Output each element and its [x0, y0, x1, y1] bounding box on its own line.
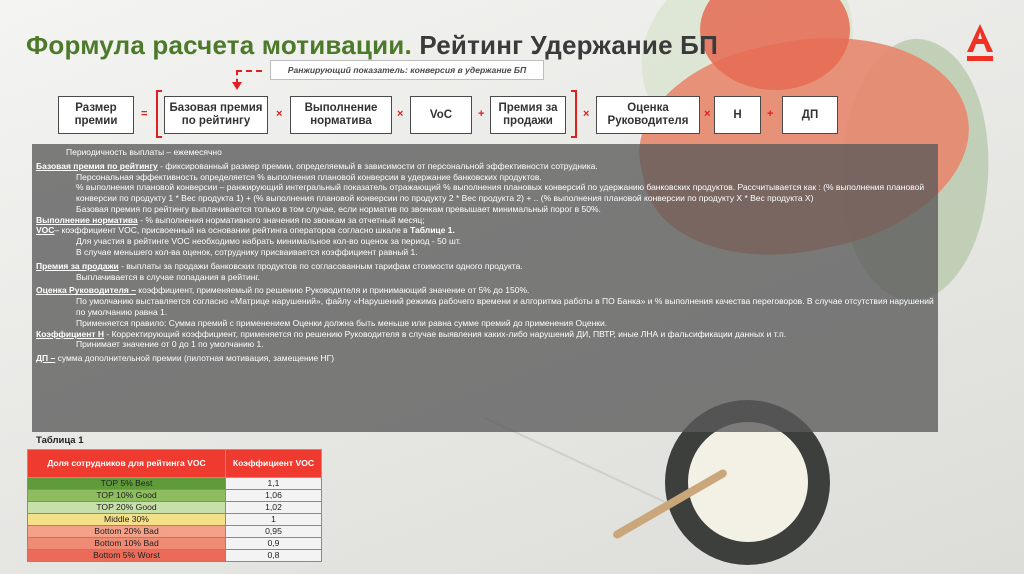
voc-table [27, 449, 322, 562]
bracket-left [156, 90, 162, 138]
formula-box-sales-bonus: Премия за продажи [490, 96, 566, 134]
formula-operator: × [583, 108, 590, 120]
table-row [28, 478, 322, 490]
table-row [28, 490, 322, 502]
table-row [28, 502, 322, 514]
formula-box-manager-score: Оценка Руководителя [596, 96, 700, 134]
voc-coefficient: 1,1 [226, 478, 322, 490]
indented-text: % выполнения плановой конверсии – ранжирующий интегральный показатель отражающий % выполнения плановых конверсий по удержанию банковских продуктов. Рассчитывается как : (% выполнения плановой конверсии по продукту 1 * Вес продукта 1) + (% выполнения плановой конверсии по продукту 2 * Вес продукта 2) + .. (% выполнения плановой конверсии по продукту Х * Вес продукта Х) [76, 182, 925, 204]
term-manager-score: Оценка Руководителя – [36, 285, 136, 296]
base-bonus-paragraph [36, 161, 934, 172]
indented-text: По умолчанию выставляется согласно «Матрице нарушений», файлу «Нарушений режима рабочего времени и алгоритма работы в ПО Банка» и % выполнения качества переговоров. В случае отсутствия нарушений по умолчанию равна 1. [76, 296, 934, 317]
rating-group: TOP 20% Good [28, 502, 226, 514]
page-title [26, 30, 718, 61]
voc-coefficient: 1,06 [226, 490, 322, 502]
term-norm: Выполнение норматива [36, 214, 138, 225]
formula-operator: × [397, 108, 404, 120]
table-header-share: Доля сотрудников для рейтинга VOC [28, 450, 226, 478]
ranking-label: Ранжирующий показатель: конверсия в удержание БП [270, 60, 544, 80]
description-panel [32, 144, 938, 432]
table-row [28, 538, 322, 550]
voc-paragraph [36, 225, 934, 236]
table-row [28, 550, 322, 562]
definition-text: - Корректирующий коэффициент, применяется по решению Руководителя в случае выявления каких-либо нарушений ДИ, ПВТР, иные ЛНА и фальсификации данных и т.п. [104, 328, 787, 339]
rating-group: Middle 30% [28, 514, 226, 526]
indented-text: В случае меньшего кол-ва оценок, сотруднику присваивается коэффициент равный 1. [76, 247, 418, 258]
norm-paragraph [36, 215, 934, 226]
rating-group: Bottom 10% Bad [28, 538, 226, 550]
definition-text: - фиксированный размер премии, определяемый в зависимости от персональной эффективности сотрудника. [157, 160, 598, 171]
indented-text: Персональная эффективность определяется % выполнения плановой конверсии в удержание банковских продуктов. [76, 171, 542, 182]
rating-group: TOP 10% Good [28, 490, 226, 502]
indented-text: Принимает значение от 0 до 1 по умолчанию 1. [76, 339, 264, 350]
term-coef-h: Коэффициент Н [36, 328, 105, 339]
voc-coefficient: 0,8 [226, 550, 322, 562]
sales-bonus-paragraph [36, 261, 934, 272]
term-sales-bonus: Премия за продажи [36, 260, 119, 271]
table-row [28, 514, 322, 526]
title-part-2: Рейтинг Удержание БП [419, 30, 718, 60]
term-base-bonus: Базовая премия по рейтингу [36, 160, 158, 171]
ranking-connector [236, 70, 262, 72]
formula-box-base-bonus: Базовая премия по рейтингу [164, 96, 268, 134]
payment-frequency: Периодичность выплаты – ежемесячно [66, 147, 222, 157]
dp-paragraph [36, 353, 934, 364]
definition-text: – коэффициент VOC, присвоенный на основании рейтинга операторов согласно шкале в [54, 225, 411, 236]
voc-coefficient: 1,02 [226, 502, 322, 514]
formula-box-h: Н [714, 96, 761, 134]
definition-text: сумма дополнительной премии (пилотная мотивация, замещение НГ) [55, 353, 335, 364]
formula-box-norm-fulfillment: Выполнение норматива [290, 96, 392, 134]
manager-score-paragraph [36, 285, 934, 296]
formula-operator: + [767, 108, 774, 120]
table-reference: Таблице 1. [410, 225, 455, 236]
indented-text: Применяется правило: Сумма премий с применением Оценки должна быть меньше или равна сумме премий до применения Оценки. [76, 317, 608, 328]
definition-text: коэффициент, применяемый по решению Руководителя и принимающий значение от 5% до 150%. [135, 285, 530, 296]
rating-group: Bottom 20% Bad [28, 526, 226, 538]
term-dp: ДП – [36, 353, 56, 364]
alfa-bank-logo-icon [962, 22, 998, 62]
formula-operator: × [276, 108, 283, 120]
table-row [28, 526, 322, 538]
formula-box-voc: VoC [410, 96, 472, 134]
rating-group: TOP 5% Best [28, 478, 226, 490]
arrow-down-icon [232, 82, 242, 90]
formula-operator: + [478, 108, 485, 120]
table-header-coef: Коэффициент VOC [226, 450, 322, 478]
voc-coefficient: 1 [226, 514, 322, 526]
formula-operator: = [141, 108, 148, 120]
indented-text: Базовая премия по рейтингу выплачивается только в том случае, если норматив по звонкам превышает минимальный порог в 50%. [76, 203, 601, 214]
voc-coefficient: 0,9 [226, 538, 322, 550]
bracket-right [571, 90, 577, 138]
rating-group: Bottom 5% Worst [28, 550, 226, 562]
term-voc: VOC [36, 225, 55, 236]
definition-text: - % выполнения нормативного значения по звонкам за отчетный месяц; [137, 214, 425, 225]
formula-box-dp: ДП [782, 96, 838, 134]
indented-text: Для участия в рейтинге VOC необходимо набрать минимальное кол-во оценок за период - 50 шт. [76, 236, 462, 247]
voc-coefficient: 0,95 [226, 526, 322, 538]
indented-text: Выплачивается в случае попадания в рейтинг. [76, 271, 260, 282]
coef-h-paragraph [36, 329, 934, 340]
formula-box-bonus-size: Размер премии [58, 96, 134, 134]
formula-operator: × [704, 108, 711, 120]
table-caption: Таблица 1 [36, 435, 84, 446]
title-part-1: Формула расчета мотивации. [26, 30, 412, 60]
definition-text: - выплаты за продажи банковских продуктов по согласованным тарифам стоимости одного продукта. [118, 260, 523, 271]
